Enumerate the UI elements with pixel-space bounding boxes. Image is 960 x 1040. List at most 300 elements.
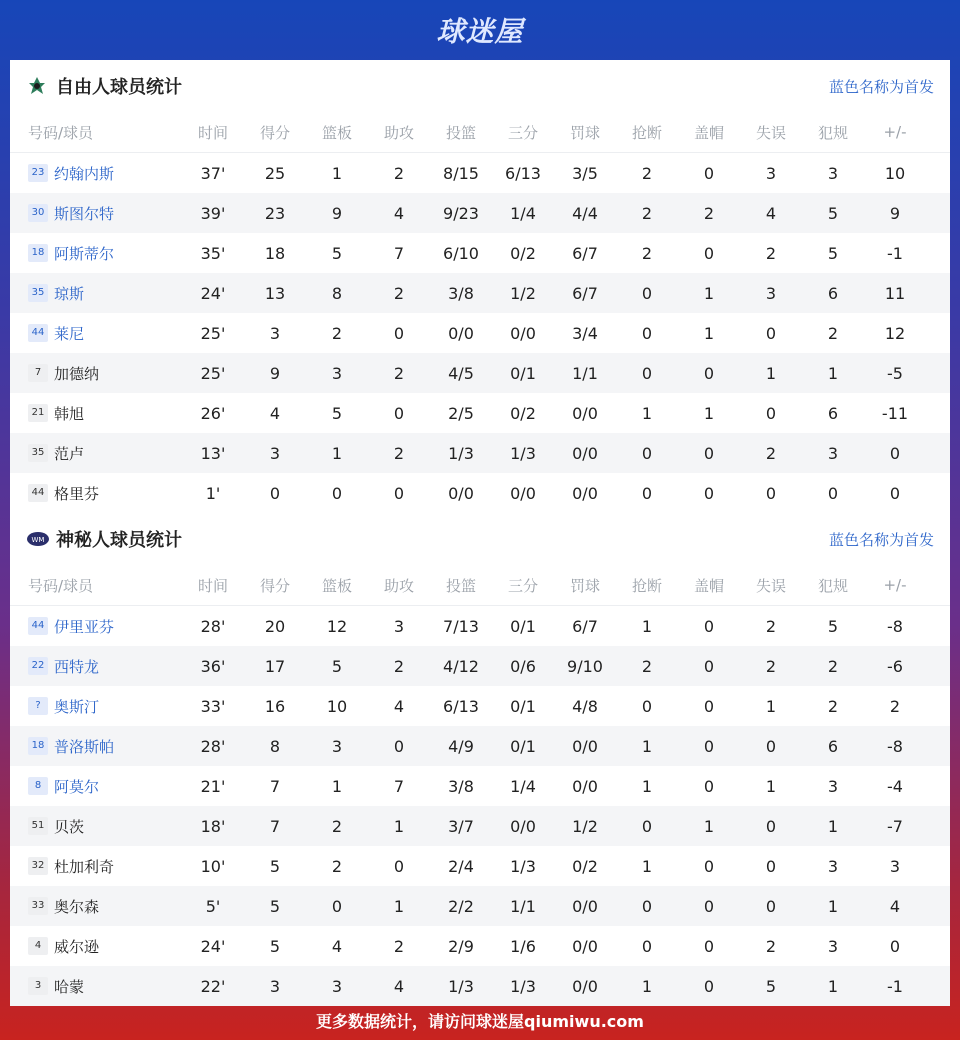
- starter-note: 蓝色名称为首发: [828, 77, 934, 96]
- stat-plusminus: -8: [887, 736, 903, 756]
- stat-turnovers: 3: [765, 283, 777, 303]
- stat-turnovers: 1: [765, 776, 777, 796]
- stat-plusminus: 0: [889, 443, 901, 463]
- stat-threes: 1/4: [510, 203, 536, 223]
- stat-threes: 0/0: [510, 483, 536, 503]
- stat-fouls: 2: [827, 696, 839, 716]
- stat-time: 28': [200, 736, 226, 756]
- col-header-steals: 抢断: [631, 123, 662, 142]
- stat-assists: 2: [393, 283, 405, 303]
- section-header: [10, 513, 950, 565]
- stat-fg: 4/9: [448, 736, 474, 756]
- col-header-fouls: 犯规: [817, 123, 848, 142]
- player-name-link[interactable]: 韩旭: [54, 404, 85, 423]
- player-name-link[interactable]: 阿莫尔: [54, 777, 100, 796]
- team-title: 神秘人球员统计: [56, 530, 182, 551]
- player-row: [10, 233, 950, 273]
- stat-rebounds: 1: [331, 776, 343, 796]
- stat-points: 13: [264, 283, 286, 303]
- stat-fg: 2/2: [448, 896, 474, 916]
- stat-assists: 2: [393, 363, 405, 383]
- stat-assists: 1: [393, 816, 405, 836]
- stat-time: 24': [200, 936, 226, 956]
- stat-fg: 0/0: [448, 323, 474, 343]
- col-header-turnovers: 失误: [755, 576, 786, 595]
- stat-plusminus: 10: [884, 163, 906, 183]
- stat-ft: 9/10: [567, 656, 603, 676]
- stat-assists: 7: [393, 776, 405, 796]
- stat-fouls: 3: [827, 163, 839, 183]
- jersey-number-badge: 3: [28, 977, 48, 995]
- player-name-link[interactable]: 加德纳: [54, 364, 100, 383]
- player-name-link[interactable]: 贝茨: [54, 817, 85, 836]
- player-row: [10, 686, 950, 726]
- player-row: [10, 846, 950, 886]
- stat-time: 24': [200, 283, 226, 303]
- stat-points: 17: [264, 656, 286, 676]
- stat-ft: 1/2: [572, 816, 598, 836]
- player-cell: [10, 283, 182, 304]
- stat-plusminus: 3: [889, 856, 901, 876]
- stat-points: 4: [269, 403, 281, 423]
- player-row: [10, 433, 950, 473]
- stat-turnovers: 4: [765, 203, 777, 223]
- stat-plusminus: -5: [887, 363, 903, 383]
- jersey-number-badge: 32: [28, 857, 48, 875]
- stat-time: 28': [200, 616, 226, 636]
- stat-points: 16: [264, 696, 286, 716]
- stat-time: 25': [200, 323, 226, 343]
- stat-points: 18: [264, 243, 286, 263]
- stat-fg: 3/8: [448, 776, 474, 796]
- stat-fg: 8/15: [443, 163, 479, 183]
- stat-blocks: 0: [703, 656, 715, 676]
- player-cell: [10, 896, 182, 917]
- stat-turnovers: 0: [765, 323, 777, 343]
- col-header-fouls: 犯规: [817, 576, 848, 595]
- col-header-assists: 助攻: [383, 123, 414, 142]
- stat-ft: 0/0: [572, 483, 598, 503]
- col-header-plusminus: +/-: [883, 576, 907, 594]
- stat-rebounds: 4: [331, 936, 343, 956]
- player-name-link[interactable]: 琼斯: [54, 284, 85, 303]
- player-cell: [10, 616, 182, 637]
- player-name-link[interactable]: 约翰内斯: [54, 164, 115, 183]
- player-name-link[interactable]: 范卢: [54, 444, 85, 463]
- column-header-row: [10, 112, 950, 153]
- stat-turnovers: 1: [765, 696, 777, 716]
- player-row: [10, 926, 950, 966]
- stat-blocks: 2: [703, 203, 715, 223]
- jersey-number-badge: 22: [28, 657, 48, 675]
- stat-plusminus: 0: [889, 483, 901, 503]
- stat-time: 10': [200, 856, 226, 876]
- stat-fouls: 3: [827, 936, 839, 956]
- stat-rebounds: 2: [331, 816, 343, 836]
- jersey-number-badge: ?: [28, 697, 48, 715]
- player-cell: [10, 163, 182, 184]
- stat-blocks: 0: [703, 736, 715, 756]
- stat-steals: 0: [641, 283, 653, 303]
- stat-rebounds: 8: [331, 283, 343, 303]
- stat-rebounds: 3: [331, 736, 343, 756]
- stat-time: 22': [200, 976, 226, 996]
- stat-points: 3: [269, 323, 281, 343]
- col-header-rebounds: 篮板: [321, 576, 352, 595]
- col-header-assists: 助攻: [383, 576, 414, 595]
- jersey-number-badge: 21: [28, 404, 48, 422]
- stat-rebounds: 3: [331, 976, 343, 996]
- jersey-number-badge: 44: [28, 484, 48, 502]
- stat-steals: 1: [641, 856, 653, 876]
- stat-blocks: 0: [703, 856, 715, 876]
- team-section: [10, 513, 950, 1006]
- player-row: [10, 353, 950, 393]
- player-row: [10, 766, 950, 806]
- col-header-fg: 投篮: [445, 123, 476, 142]
- stat-threes: 0/6: [510, 656, 536, 676]
- player-row: [10, 393, 950, 433]
- stat-fg: 4/12: [443, 656, 479, 676]
- stat-points: 5: [269, 936, 281, 956]
- stat-points: 9: [269, 363, 281, 383]
- stat-plusminus: -1: [887, 243, 903, 263]
- player-row: [10, 606, 950, 646]
- stat-ft: 0/2: [572, 856, 598, 876]
- player-row: [10, 153, 950, 193]
- player-name-link[interactable]: 杜加利奇: [54, 857, 115, 876]
- stat-steals: 0: [641, 323, 653, 343]
- stat-turnovers: 2: [765, 656, 777, 676]
- stat-blocks: 0: [703, 696, 715, 716]
- stat-fg: 0/0: [448, 483, 474, 503]
- stat-assists: 2: [393, 163, 405, 183]
- stat-assists: 4: [393, 696, 405, 716]
- stat-time: 18': [200, 816, 226, 836]
- stat-ft: 6/7: [572, 616, 598, 636]
- stat-rebounds: 1: [331, 443, 343, 463]
- stat-plusminus: 2: [889, 696, 901, 716]
- stat-ft: 6/7: [572, 283, 598, 303]
- stat-plusminus: -7: [887, 816, 903, 836]
- col-header-steals: 抢断: [631, 576, 662, 595]
- stat-fouls: 5: [827, 203, 839, 223]
- stat-steals: 0: [641, 896, 653, 916]
- stat-threes: 1/3: [510, 443, 536, 463]
- col-header-time: 时间: [197, 576, 228, 595]
- col-header-plusminus: +/-: [883, 123, 907, 141]
- stat-time: 39': [200, 203, 226, 223]
- stat-plusminus: 9: [889, 203, 901, 223]
- stat-assists: 4: [393, 976, 405, 996]
- jersey-number-badge: 51: [28, 817, 48, 835]
- stat-fouls: 3: [827, 856, 839, 876]
- stat-fouls: 6: [827, 283, 839, 303]
- jersey-number-badge: 23: [28, 164, 48, 182]
- stat-points: 3: [269, 443, 281, 463]
- player-name-link[interactable]: 西特龙: [54, 657, 100, 676]
- stat-blocks: 1: [703, 403, 715, 423]
- stat-assists: 4: [393, 203, 405, 223]
- stat-assists: 3: [393, 616, 405, 636]
- stat-ft: 0/0: [572, 936, 598, 956]
- stat-ft: 0/0: [572, 736, 598, 756]
- stat-assists: 7: [393, 243, 405, 263]
- stat-rebounds: 9: [331, 203, 343, 223]
- stat-assists: 0: [393, 736, 405, 756]
- player-row: [10, 646, 950, 686]
- stat-points: 20: [264, 616, 286, 636]
- stat-ft: 0/0: [572, 976, 598, 996]
- player-name-link[interactable]: 威尔逊: [54, 937, 100, 956]
- col-header-player: 号码/球员: [28, 576, 94, 595]
- stat-blocks: 0: [703, 483, 715, 503]
- stat-time: 36': [200, 656, 226, 676]
- team-title-group: [26, 73, 182, 99]
- player-cell: [10, 483, 182, 504]
- stat-threes: 1/2: [510, 283, 536, 303]
- stat-steals: 1: [641, 403, 653, 423]
- stat-fouls: 5: [827, 243, 839, 263]
- stat-threes: 0/1: [510, 363, 536, 383]
- stat-plusminus: 12: [884, 323, 906, 343]
- col-header-points: 得分: [259, 576, 290, 595]
- stat-threes: 0/1: [510, 736, 536, 756]
- jersey-number-badge: 8: [28, 777, 48, 795]
- stat-steals: 1: [641, 616, 653, 636]
- player-name-link[interactable]: 斯图尔特: [54, 204, 115, 223]
- stat-threes: 1/6: [510, 936, 536, 956]
- col-header-rebounds: 篮板: [321, 123, 352, 142]
- stat-fg: 1/3: [448, 976, 474, 996]
- stat-fouls: 3: [827, 776, 839, 796]
- stat-time: 13': [200, 443, 226, 463]
- stat-fg: 9/23: [443, 203, 479, 223]
- stat-assists: 2: [393, 443, 405, 463]
- stat-rebounds: 5: [331, 243, 343, 263]
- stat-ft: 4/4: [572, 203, 598, 223]
- stat-ft: 0/0: [572, 443, 598, 463]
- player-name-link[interactable]: 哈蒙: [54, 977, 85, 996]
- stat-steals: 0: [641, 363, 653, 383]
- player-cell: [10, 856, 182, 877]
- svg-text:WM: WM: [31, 536, 45, 544]
- stat-threes: 0/0: [510, 816, 536, 836]
- mystics-logo-icon: [26, 528, 48, 550]
- stat-turnovers: 1: [765, 363, 777, 383]
- stat-points: 3: [269, 976, 281, 996]
- stat-turnovers: 0: [765, 896, 777, 916]
- stat-threes: 0/0: [510, 323, 536, 343]
- jersey-number-badge: 35: [28, 284, 48, 302]
- stat-threes: 0/1: [510, 616, 536, 636]
- stat-steals: 0: [641, 483, 653, 503]
- stat-rebounds: 10: [326, 696, 348, 716]
- stat-steals: 2: [641, 203, 653, 223]
- stat-steals: 0: [641, 816, 653, 836]
- jersey-number-badge: 30: [28, 204, 48, 222]
- jersey-number-badge: 18: [28, 737, 48, 755]
- stat-plusminus: 11: [884, 283, 906, 303]
- stat-fouls: 6: [827, 736, 839, 756]
- stat-rebounds: 5: [331, 656, 343, 676]
- stat-fg: 2/9: [448, 936, 474, 956]
- player-name-link[interactable]: 阿斯蒂尔: [54, 244, 115, 263]
- player-row: [10, 726, 950, 766]
- player-name-link[interactable]: 奥斯汀: [54, 697, 100, 716]
- player-cell: [10, 323, 182, 344]
- stat-steals: 0: [641, 696, 653, 716]
- stat-plusminus: -6: [887, 656, 903, 676]
- stat-assists: 0: [393, 403, 405, 423]
- app-header: [0, 0, 960, 60]
- stat-plusminus: -1: [887, 976, 903, 996]
- stat-time: 33': [200, 696, 226, 716]
- stat-plusminus: 0: [889, 936, 901, 956]
- stat-turnovers: 2: [765, 243, 777, 263]
- stat-blocks: 0: [703, 363, 715, 383]
- stat-fouls: 6: [827, 403, 839, 423]
- stat-plusminus: 4: [889, 896, 901, 916]
- col-header-points: 得分: [259, 123, 290, 142]
- stat-fouls: 5: [827, 616, 839, 636]
- stat-threes: 6/13: [505, 163, 541, 183]
- stat-threes: 1/3: [510, 856, 536, 876]
- stat-fouls: 1: [827, 976, 839, 996]
- player-row: [10, 313, 950, 353]
- player-cell: [10, 736, 182, 757]
- stat-threes: 0/1: [510, 696, 536, 716]
- stat-rebounds: 0: [331, 896, 343, 916]
- jersey-number-badge: 4: [28, 937, 48, 955]
- stat-blocks: 0: [703, 936, 715, 956]
- stat-ft: 0/0: [572, 403, 598, 423]
- player-cell: [10, 816, 182, 837]
- stat-steals: 1: [641, 776, 653, 796]
- stat-time: 1': [205, 483, 221, 503]
- player-name-link[interactable]: 莱尼: [54, 324, 85, 343]
- stat-blocks: 0: [703, 443, 715, 463]
- stat-threes: 1/3: [510, 976, 536, 996]
- stat-fg: 3/8: [448, 283, 474, 303]
- stat-assists: 2: [393, 656, 405, 676]
- stats-card: [10, 60, 950, 1000]
- footer-text[interactable]: 更多数据统计，请访问球迷屋qiumiwu.com: [316, 1011, 644, 1031]
- stat-rebounds: 1: [331, 163, 343, 183]
- stat-turnovers: 3: [765, 163, 777, 183]
- stat-steals: 2: [641, 243, 653, 263]
- stat-rebounds: 0: [331, 483, 343, 503]
- stat-fg: 3/7: [448, 816, 474, 836]
- stat-ft: 6/7: [572, 243, 598, 263]
- stat-blocks: 0: [703, 976, 715, 996]
- stat-fg: 6/10: [443, 243, 479, 263]
- stat-points: 25: [264, 163, 286, 183]
- player-row: [10, 273, 950, 313]
- stat-fg: 1/3: [448, 443, 474, 463]
- col-header-ft: 罚球: [569, 123, 600, 142]
- stat-ft: 4/8: [572, 696, 598, 716]
- stat-fouls: 3: [827, 443, 839, 463]
- stat-turnovers: 0: [765, 856, 777, 876]
- player-cell: [10, 203, 182, 224]
- col-header-turnovers: 失误: [755, 123, 786, 142]
- player-name-link[interactable]: 奥尔森: [54, 897, 100, 916]
- stat-threes: 1/4: [510, 776, 536, 796]
- stat-fouls: 1: [827, 816, 839, 836]
- stat-points: 23: [264, 203, 286, 223]
- player-cell: [10, 443, 182, 464]
- stat-turnovers: 0: [765, 816, 777, 836]
- player-cell: [10, 936, 182, 957]
- col-header-threes: 三分: [507, 576, 538, 595]
- stat-points: 5: [269, 896, 281, 916]
- footer-banner[interactable]: [0, 1000, 960, 1040]
- stat-ft: 1/1: [572, 363, 598, 383]
- stat-ft: 3/4: [572, 323, 598, 343]
- stat-assists: 0: [393, 323, 405, 343]
- jersey-number-badge: 44: [28, 324, 48, 342]
- team-title-group: [26, 526, 182, 552]
- stat-rebounds: 5: [331, 403, 343, 423]
- stat-assists: 1: [393, 896, 405, 916]
- stat-turnovers: 0: [765, 403, 777, 423]
- stat-steals: 1: [641, 736, 653, 756]
- stat-fg: 6/13: [443, 696, 479, 716]
- stat-fg: 4/5: [448, 363, 474, 383]
- col-header-blocks: 盖帽: [693, 576, 724, 595]
- jersey-number-badge: 33: [28, 897, 48, 915]
- stat-rebounds: 12: [326, 616, 348, 636]
- stat-points: 0: [269, 483, 281, 503]
- player-cell: [10, 976, 182, 997]
- stat-turnovers: 5: [765, 976, 777, 996]
- player-row: [10, 473, 950, 513]
- stat-time: 25': [200, 363, 226, 383]
- stat-steals: 2: [641, 656, 653, 676]
- player-cell: [10, 403, 182, 424]
- player-cell: [10, 776, 182, 797]
- stat-rebounds: 2: [331, 856, 343, 876]
- stat-turnovers: 0: [765, 483, 777, 503]
- stat-turnovers: 2: [765, 936, 777, 956]
- stat-blocks: 1: [703, 323, 715, 343]
- stat-blocks: 1: [703, 816, 715, 836]
- stat-time: 26': [200, 403, 226, 423]
- starter-note: 蓝色名称为首发: [828, 530, 934, 549]
- stat-assists: 0: [393, 483, 405, 503]
- stat-fouls: 1: [827, 896, 839, 916]
- jersey-number-badge: 18: [28, 244, 48, 262]
- stat-rebounds: 3: [331, 363, 343, 383]
- stat-rebounds: 2: [331, 323, 343, 343]
- col-header-blocks: 盖帽: [693, 123, 724, 142]
- player-name-link[interactable]: 普洛斯帕: [54, 737, 115, 756]
- stat-points: 7: [269, 816, 281, 836]
- stat-steals: 2: [641, 163, 653, 183]
- stat-steals: 0: [641, 443, 653, 463]
- player-cell: [10, 656, 182, 677]
- player-name-link[interactable]: 伊里亚芬: [54, 617, 115, 636]
- stat-plusminus: -11: [881, 403, 909, 423]
- liberty-logo-icon: [26, 75, 48, 97]
- stat-fg: 2/5: [448, 403, 474, 423]
- player-name-link[interactable]: 格里芬: [54, 484, 100, 503]
- col-header-threes: 三分: [507, 123, 538, 142]
- team-section: [10, 60, 950, 513]
- jersey-number-badge: 7: [28, 364, 48, 382]
- jersey-number-badge: 35: [28, 444, 48, 462]
